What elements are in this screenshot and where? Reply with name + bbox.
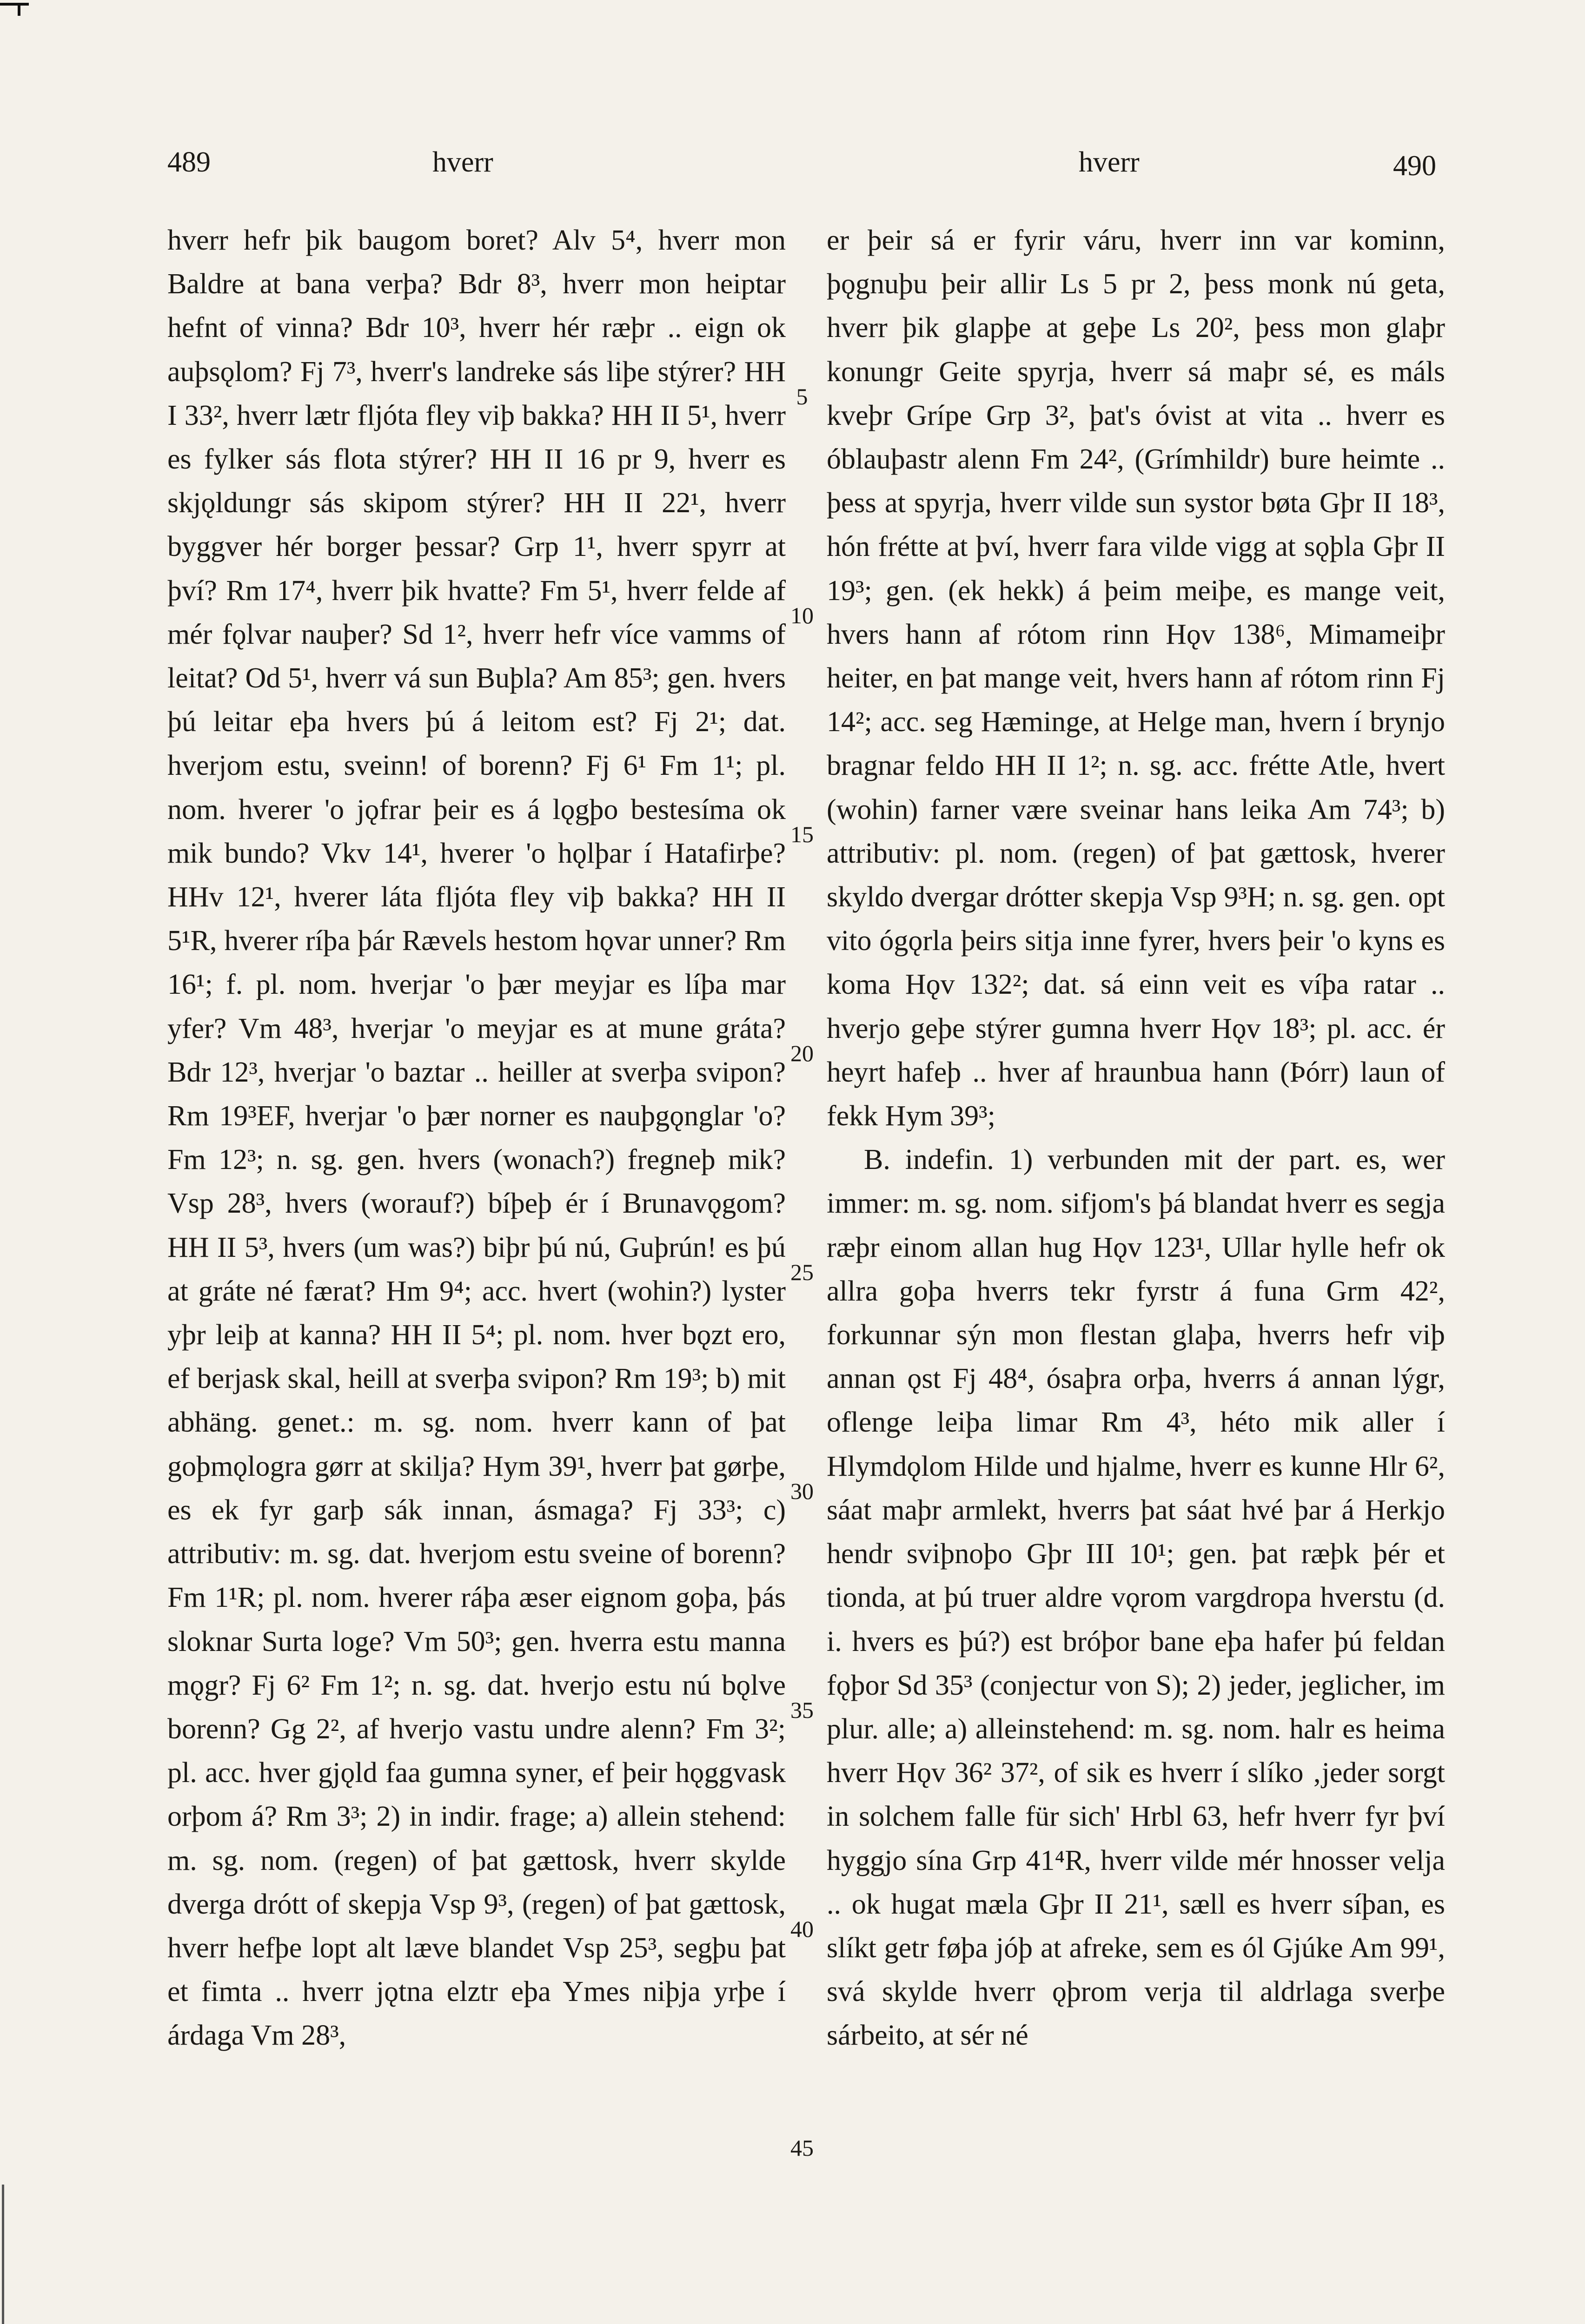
left-paragraph: hverr hefr þik baugom boret? Alv 5⁴, hverr mon Baldre at bana verþa? Bdr 8³, hverr mon heiptar hefnt of vinna? Bdr 10³, hverr hér ræþr .. eign ok auþsǫlom? Fj 7³, hverr's landreke sás liþe stýrer? HH I 33², hverr lætr fljóta fley viþ bakka? HH II 5¹, hverr es fylker sás flota stýrer? HH II 16 pr 9, hverr es skjǫldungr sás skipom stýrer? HH II 22¹, hverr byggver hér borger þessar? Grp 1¹, hverr spyrr at því? Rm 17⁴, hverr þik hvatte? Fm 5¹, hverr felde af mér fǫlvar nauþer? Sd 1², hverr hefr více vamms of leitat? Od 5¹, hverr vá sun Buþla? Am 85³; gen. hvers þú leitar eþa hvers þú á leitom est? Fj 2¹; dat. hverjom estu, sveinn! of borenn? Fj 6¹ Fm 1¹; pl. nom. hverer 'o jǫfrar þeir es á lǫgþo bestesíma ok mik bundo? Vkv 14¹, hverer 'o hǫlþar í Hatafirþe? HHv 12¹, hverer láta fljóta fley viþ bakka? HH II 5¹R, hverer ríþa þár Rævels hestom hǫvar unner? Rm 16¹; f. pl. nom. hverjar 'o þær meyjar es líþa mar yfer? Vm 48³, hverjar 'o meyjar es at mune gráta? Bdr 12³, hverjar 'o baztar .. heiller at sverþa svipon? Rm 19³EF, hverjar 'o þær norner es nauþgǫnglar 'o? Fm 12³; n. sg. gen. hvers (wonach?) fregneþ mik? Vsp 28³, hvers (worauf?) bíþeþ ér í Brunavǫgom? HH II 5³, hvers (um was?) biþr þú nú, Guþrún! es þú at gráte né færat? Hm 9⁴; acc. hvert (wohin?) lyster yþr leiþ at kanna? HH II 5⁴; pl. nom. hver bǫzt ero, ef berjask skal, heill at sverþa svipon? Rm 19³; b) mit abhäng. genet.: m. sg. nom. hverr kann of þat goþmǫlogra gørr at skilja? Hym 39¹, hverr þat gørþe, es ek fyr garþ sák innan, ásmaga? Fj 33³; c) attributiv: m. sg. dat. hverjom estu sveine of borenn? Fm 1¹R; pl. nom. hverer ráþa æser eignom goþa, þás sloknar Surta loge? Vm 50³; gen. hverra estu manna mǫgr? Fj 6² Fm 1²; n. sg. dat. hverjo estu nú bǫlve borenn? Gg 2², af hverjo vastu undre alenn? Fm 3²; pl. acc. hver gjǫld faa gumna syner, ef þeir hǫggvask orþom á? Rm 3³; 2) in indir. frage; a) allein stehend: m. sg. nom. (regen) of þat gættosk, hverr skylde dverga drótt of skepja Vsp 9³, (regen) of þat gættosk, hverr hefþe lopt alt læve blandet Vsp 25³, segþu þat et fimta .. hverr jǫtna elztr eþa Ymes niþja yrþe í árdaga Vm 28³, (167, 224, 786, 2052)
left-running-head: hverr (432, 146, 493, 178)
line-number: 25 (790, 1259, 814, 1285)
right-paragraph: er þeir sá er fyrir váru, hverr inn var kominn, þǫgnuþu þeir allir Ls 5 pr 2, þess monk nú geta, hverr þik glapþe at geþe Ls 20², þess mon glaþr konungr Geite spyrja, hverr sá maþr sé, es máls kveþr Grípe Grp 3², þat's óvist at vita .. hverr es óblauþastr alenn Fm 24², (Grímhildr) bure heimte .. þess at spyrja, hverr vilde sun systor bøta Gþr II 18³, hón frétte at því, hverr fara vilde vigg at sǫþla Gþr II 19³; gen. (ek hekk) á þeim meiþe, es mange veit, hvers hann af rótom rinn Hǫv 138⁶, Mimameiþr heiter, en þat mange veit, hvers hann af rótom rinn Fj 14²; acc. seg Hæminge, at Helge man, hvern í brynjo bragnar feldo HH II 1²; n. sg. acc. frétte Atle, hvert (wohin) farner være sveinar hans leika Am 74³; b) attributiv: pl. nom. (regen) of þat gættosk, hverer skyldo dvergar drótter skepja Vsp 9³H; n. sg. gen. opt vito ógǫrla þeirs sitja inne fyrer, hvers þeir 'o kyns es koma Hǫv 132²; dat. sá einn veit es víþa ratar .. hverjo geþe stýrer gumna hverr Hǫv 18³; pl. acc. ér heyrt hafeþ .. hver af hraunbua hann (Þórr) laun of fekk Hym 39³; (827, 224, 1445, 1132)
line-number: 10 (790, 602, 814, 628)
right-paragraph: B. indefin. 1) verbunden mit der part. es, wer immer: m. sg. nom. sifjom's þá blandat hverr es segja ræþr einom allan hug Hǫv 123¹, Ullar hylle hefr ok allra goþa hverrs tekr fyrstr á funa Grm 42², forkunnar sýn mon flestan glaþa, hverrs hefr viþ annan ǫst Fj 48⁴, ósaþra orþa, hverrs á annan lýgr, oflenge leiþa limar Rm 4³, héto mik aller í Hlymdǫlom Hilde und hjalme, hverr es kunne Hlr 6², sáat maþr armlekt, hverrs þat sáat hvé þar á Herkjo hendr sviþnoþo Gþr III 10¹; gen. þat ræþk þér et tionda, at þú truer aldre vǫrom vargdropa hverstu (d. i. hvers es þú?) est bróþor bane eþa hafer þú feldan fǫþor Sd 35³ (conjectur von S); 2) jeder, jeglicher, im plur. alle; a) alleinstehend: m. sg. nom. halr es heima hverr Hǫv 36² 37², of sik es hverr í slíko ‚jeder sorgt in solchem falle für sich' Hrbl 63, hefr hverr fyr því hyggjo sína Grp 41⁴R, hverr vilde mér hnosser velja .. ok hugat mæla Gþr II 21¹, sæll es hverr síþan, es slíkt getr føþa jóþ at afreke, sem es ól Gjúke Am 99¹, svá skylde hverr ǫþrom verja til aldrlaga sverþe sárbeito, at sér né (827, 1144, 1445, 2052)
line-number: 15 (790, 821, 814, 847)
left-text-column (167, 218, 786, 2319)
line-number: 5 (796, 383, 808, 409)
line-number: 45 (790, 2135, 814, 2161)
scan-corner-mark (18, 3, 20, 16)
right-running-head: hverr (1079, 146, 1140, 178)
line-number: 40 (790, 1916, 814, 1942)
scan-edge-mark (2, 2185, 4, 2324)
line-number: 20 (790, 1040, 814, 1066)
line-number: 35 (790, 1697, 814, 1723)
scan-corner-mark (0, 3, 29, 6)
left-page-number: 489 (167, 146, 211, 178)
right-text-column (827, 218, 1445, 2319)
right-page-number: 490 (1393, 150, 1436, 182)
line-number: 30 (790, 1478, 814, 1504)
